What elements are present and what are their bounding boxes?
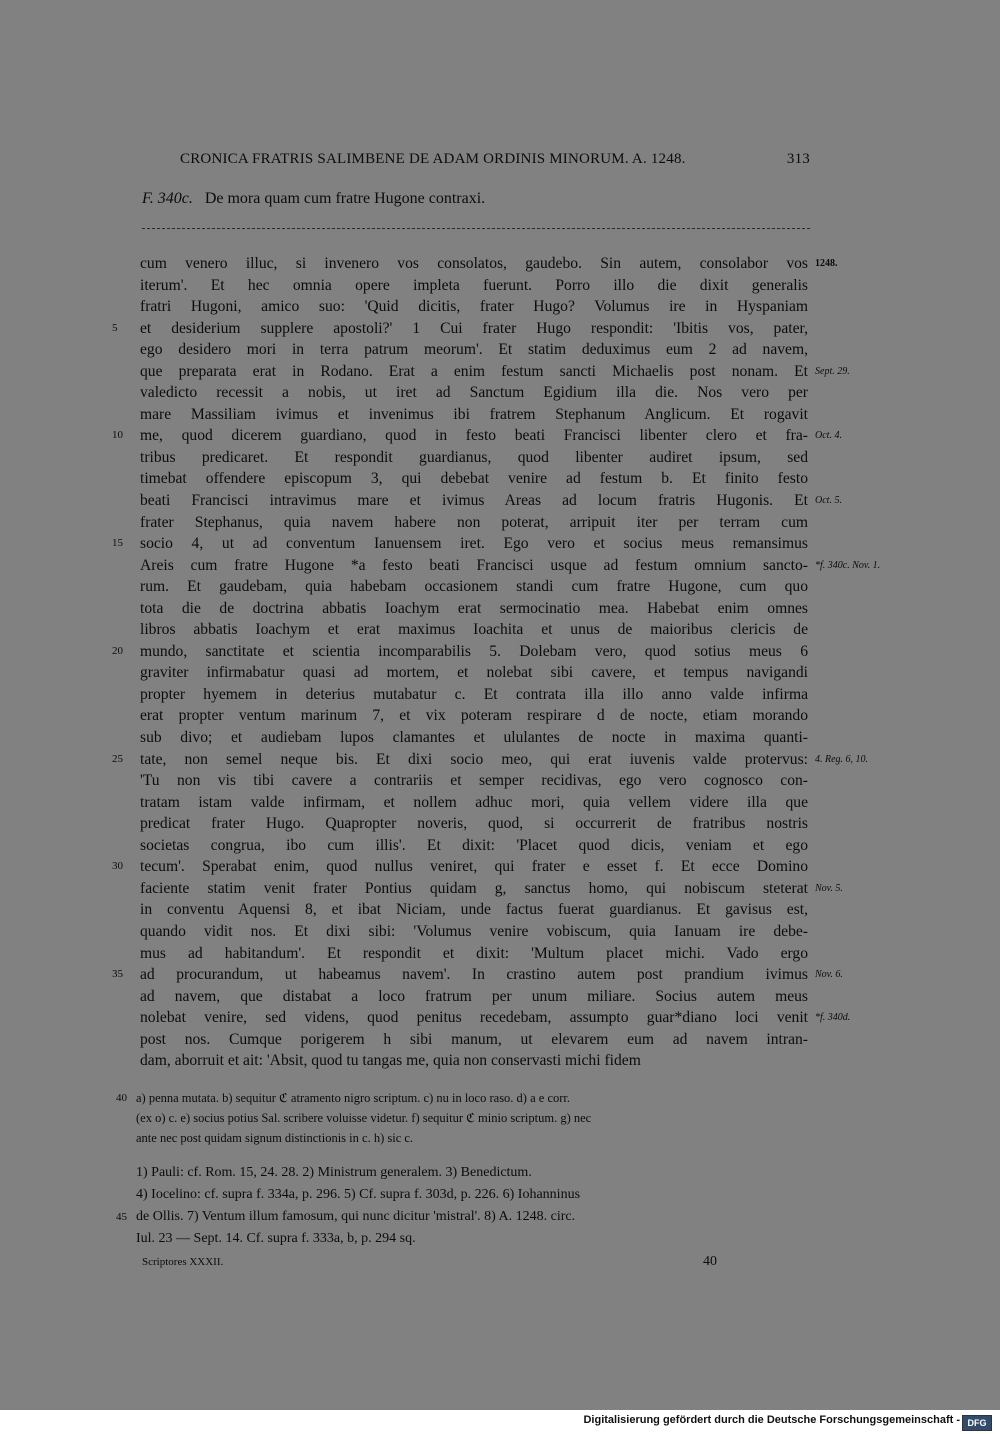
line-text: propter hyemem in deterius mutabatur c. Et contrata illa illo anno valde infirma [140,685,808,703]
margin-note: 4. Reg. 6, 10. [815,753,869,765]
line-text: mus ad habitandum'. Et respondit et dixit: 'Multum placet michi. Vado ergo [140,944,808,962]
text-line [0,318,1000,340]
margin-note: Sept. 29. [815,365,850,377]
line-number: 30 [112,860,123,873]
line-text: 4) Iocelino: cf. supra f. 334a, p. 296. 5) Cf. supra f. 303d, p. 226. 6) Iohanninus [136,1187,581,1202]
line-text: fratri Hugoni, amico suo: 'Quid dicitis, frater Hugo? Volumus ire in Hyspaniam [140,298,808,316]
text-line [0,1029,1000,1051]
line-text: que preparata erat in Rodano. Erat a enim festum sancti Michaelis post nonam. Et [140,362,808,380]
text-line [0,878,1000,900]
line-text: erat propter ventum marinum 7, et vix poteram respirare d de nocte, etiam morando [140,707,808,725]
text-line [0,253,1000,275]
critical-apparatus [0,1088,1000,1148]
line-text: cum venero illuc, si invenero vos consolatos, gaudebo. Sin autem, consolabor vos [140,255,808,272]
line-number: 25 [112,752,123,765]
text-line [0,641,1000,663]
separator-rule [142,228,810,229]
text-line [0,705,1000,727]
text-line [0,425,1000,447]
footnote-line [0,1206,1000,1228]
line-text: nolebat venire, sed videns, quod penitus recedebam, assumpto guar*diano loci venit [140,1009,808,1027]
text-line [0,727,1000,749]
text-line [0,468,1000,490]
line-text: quando vidit nos. Et dixi sibi: 'Volumus venire vobiscum, quia Ianuam ire debe- [140,922,808,940]
line-text: tratam istam valde infirmam, et nollem adhuc mori, quia vellem videre illa que [140,793,808,811]
line-text: tota die de doctrina abbatis Ioachym erat sermocinatio mea. Habebat enim omnes [140,599,808,617]
line-text: ego desidero mori in terra patrum meorum'. Et statim deduximus eum 2 ad navem, [140,341,808,359]
line-text: timebat offendere episcopum 3, qui debebat venire ad festum b. Et finito festo [140,470,808,488]
text-line [0,598,1000,620]
text-line [0,986,1000,1008]
text-line [0,619,1000,641]
line-number: 10 [112,429,123,442]
text-line [0,835,1000,857]
line-text: ad navem, que distabat a loco fratrum per unum miliare. Socius autem meus [140,987,808,1005]
text-line [0,770,1000,792]
footnotes [0,1162,1000,1250]
running-header [180,151,810,168]
text-line [0,684,1000,706]
line-text: valedicto recessit a nobis, ut iret ad Sanctum Egidium illa die. Nos vero per [140,384,808,402]
line-text: faciente statim venit frater Pontius quidam g, sanctus homo, qui nobiscum steterat [140,879,808,897]
line-text: 'Tu non vis tibi cavere a contrariis et semper recidivas, ego vero cognosco con- [140,772,808,790]
text-line [0,899,1000,921]
line-number: 40 [116,1092,127,1104]
line-number: 45 [116,1211,127,1223]
line-text: de Ollis. 7) Ventum illum famosum, qui nunc dicitur 'mistral'. 8) A. 1248. circ. [136,1209,576,1224]
text-line [0,533,1000,555]
line-text: me, quod dicerem guardiano, quod in festo beati Francisci libenter clero et fra- [140,427,808,445]
page-number: 313 [786,151,810,167]
line-text: Areis cum fratre Hugone *a festo beati Francisci usque ad festum omnium sancto- [140,556,808,574]
line-text: tate, non semel neque bis. Et dixi socio meo, qui erat iuvenis valde protervus: [140,750,808,768]
line-number: 35 [112,968,123,981]
signature-mark: Scriptores XXXII. [142,1256,224,1268]
text-line [0,813,1000,835]
line-text: post nos. Cumque porigerem h sibi manum, ut elevarem eum ad navem intran- [140,1030,808,1048]
margin-note: *f. 340d. [815,1012,851,1024]
margin-note: Nov. 5. [815,882,843,894]
text-line [0,749,1000,771]
text-line [0,555,1000,577]
running-title: CRONICA FRATRIS SALIMBENE DE ADAM ORDINIS MINORUM. A. 1248. [180,151,686,167]
line-text: frater Stephanus, quia navem habere non poterat, arripuit iter per terram cum [140,513,808,531]
text-line [0,662,1000,684]
text-line [0,576,1000,598]
chapter-title: De mora quam cum fratre Hugone contraxi. [204,190,486,207]
line-text: predicat frater Hugo. Quapropter noveris, quod, si occurrerit de fratribus nostris [140,815,808,833]
line-text: Iul. 23 — Sept. 14. Cf. supra f. 333a, b, p. 294 sq. [136,1231,416,1246]
line-text: socio 4, ut ad conventum Ianuensem iret. Ego vero et socius meus remansimus [140,535,808,553]
line-text: graviter infirmabatur quasi ad mortem, et nolebat sibi cavere, et tempus navigandi [140,664,808,682]
line-text: ad procurandum, ut habeamus navem'. In crastino autem post prandium ivimus [140,966,808,984]
signature-number: 40 [703,1254,717,1269]
margin-note: 1248. [815,258,838,269]
text-line [0,361,1000,383]
main-text [0,253,1000,1072]
text-line [0,1007,1000,1029]
line-text: et desiderium supplere apostoli?' 1 Cui frater Hugo respondit: 'Ibitis vos, pater, [140,319,808,337]
margin-note: *f. 340c. Nov. 1. [815,559,881,571]
line-text: societas congrua, ibo cum illis'. Et dixit: 'Placet quod dicis, veniam et ego [140,836,808,854]
chapter-heading [142,190,485,208]
text-line [0,1050,1000,1072]
folio-reference: F. 340c. [142,190,193,207]
dfg-logo: DFG [962,1415,992,1431]
text-line [0,943,1000,965]
margin-note: Oct. 4. [815,430,842,442]
line-text: dam, aborruit et ait: 'Absit, quod tu tangas me, quia non conservasti michi fidem [140,1052,641,1070]
footnote-line [0,1162,1000,1184]
line-text: iterum'. Et hec omnia opere impleta fuerunt. Porro illo die dixit generalis [140,276,808,294]
funding-notice: Digitalisierung gefördert durch die Deutsche Forschungsgemeinschaft - [583,1414,960,1426]
text-line [0,296,1000,318]
line-number: 15 [112,537,123,550]
footnote-line [0,1228,1000,1250]
text-line [0,404,1000,426]
text-line [0,856,1000,878]
line-text: beati Francisci intravimus mare et ivimus Areas ad locum fratris Hugonis. Et [140,492,808,510]
line-text: a) penna mutata. b) sequitur ℭ atramento nigro scriptum. c) nu in loco raso. d) a e corr. [136,1091,570,1105]
text-line [0,921,1000,943]
text-line [0,964,1000,986]
line-text: tecum'. Sperabat enim, quod nullus veniret, qui frater e esset f. Et ecce Domino [140,858,808,876]
note-line [0,1088,1000,1108]
note-line [0,1128,1000,1148]
text-line [0,275,1000,297]
line-text: mare Massiliam ivimus et invenimus ibi fratrem Stephanum Anglicum. Et rogavit [140,405,808,423]
line-number: 20 [112,644,123,657]
line-text: (ex o) c. e) socius potius Sal. scribere voluisse videtur. f) sequitur ℭ minio scriptum. g) nec [136,1111,592,1125]
line-text: 1) Pauli: cf. Rom. 15, 24. 28. 2) Ministrum generalem. 3) Benedictum. [136,1165,532,1180]
text-line [0,447,1000,469]
margin-note: Nov. 6. [815,969,843,981]
line-text: libros abbatis Ioachym et erat maximus Ioachita et unus de maioribus clericis de [140,621,808,639]
text-line [0,792,1000,814]
footer-bar [0,1410,1000,1434]
line-text: mundo, sanctitate et scientia incomparabilis 5. Dolebam vero, quod sotius meus 6 [140,642,808,660]
line-text: rum. Et gaudebam, quia habebam occasionem standi cum fratre Hugone, cum quo [140,578,808,596]
note-line [0,1108,1000,1128]
text-line [0,382,1000,404]
line-text: sub divo; et audiebam lupos clamantes et ululantes de nocte in maxima quanti- [140,729,808,747]
text-line [0,512,1000,534]
text-line [0,339,1000,361]
line-text: in conventu Aquensi 8, et ibat Niciam, unde factus fuerat guardianus. Et gavisus est, [140,901,808,919]
text-line [0,490,1000,512]
line-text: tribus predicaret. Et respondit guardianus, quod libenter audiret ipsum, sed [140,448,808,466]
margin-note: Oct. 5. [815,495,842,507]
line-text: ante nec post quidam signum distinctionis in c. h) sic c. [136,1131,414,1145]
line-number: 5 [112,321,118,334]
footnote-line [0,1184,1000,1206]
